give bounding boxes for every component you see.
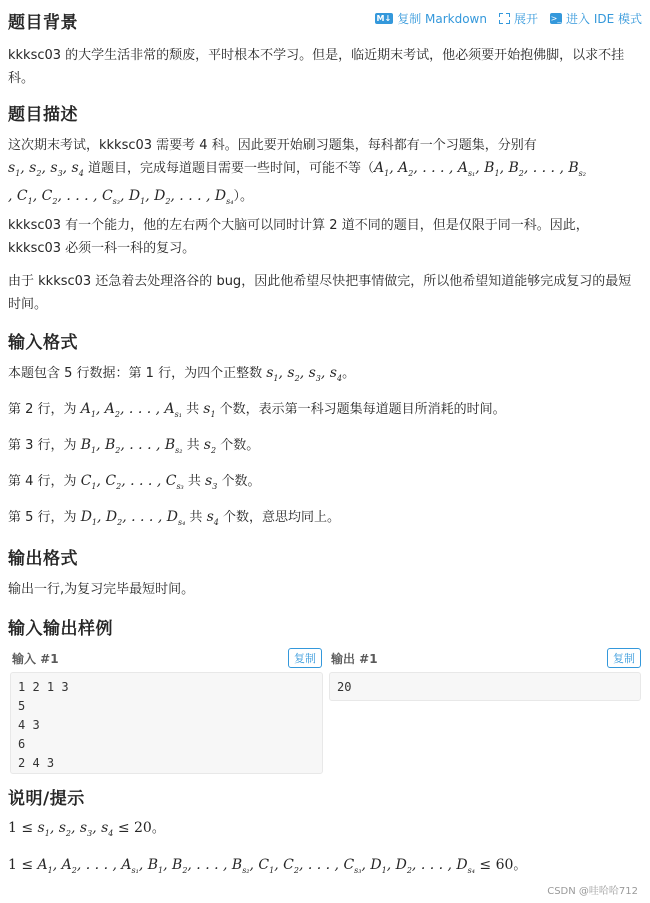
expand-button[interactable] — [499, 10, 538, 27]
input-format-line-3 — [8, 434, 640, 462]
input-format-l5-text-c: 个数，意思均同上。 — [223, 510, 341, 525]
input-format-line-1: 本题包含 5 行数据：第 1 行，为四个正整数 $s_1$, $s_2$, $s_3$, $s_4$。 — [8, 365, 356, 383]
input-format-line-4 — [8, 470, 640, 498]
math-constraint-all: $1 \le A_1$, $A_2$, . . . , $A_{s_1}$, $B_1$, $B_2$, . . . , $B_{s_2}$, $C_1$, $C_2$, . . . , $C_{s_3}$, $D_1$, $D_2$, . . . , $D_{s_4} \le 60$ — [8, 857, 514, 875]
math-c-d-series: , $C_1$, $C_2$, . . . , $C_{s_3}$, $D_1$, $D_2$, . . . , $D_{s_4}$ — [8, 187, 234, 206]
math-s-list-2: $s_1$, $s_2$, $s_3$, $s_4$ — [266, 365, 343, 383]
input-format-l4-text-c: 个数。 — [221, 474, 261, 489]
description-heading: 题目描述 — [8, 105, 78, 125]
input-format-line-5 — [8, 506, 640, 534]
watermark: CSDN @哇哈哈712 — [547, 886, 638, 897]
description-paragraph-3: 由于 kkksc03 还急着去处理洛谷的 bug，因此他希望尽快把事情做完，所以他希望知道能够完成复习的最短时间。 — [8, 274, 632, 312]
math-s2: $s_2$ — [203, 437, 217, 455]
sample-output-box[interactable]: 20 — [329, 672, 641, 701]
description-paragraph-1 — [8, 134, 640, 213]
math-s3: $s_3$ — [205, 473, 218, 491]
input-format-l5-text-a: 第 5 行，为 — [8, 510, 77, 525]
terminal-icon: >_ — [550, 14, 562, 23]
samples-heading: 输入输出样例 — [8, 619, 113, 639]
input-format-l5-text-b: 共 — [189, 510, 203, 525]
description-p1-text-a: 这次期末考试，kkksc03 需要考 4 科。因此要开始刷习题集，每科都有一个习题集，分别有 — [8, 138, 537, 153]
input-format-l3-text-b: 共 — [186, 438, 200, 453]
math-s4: $s_4$ — [206, 509, 219, 527]
background-heading: 题目背景 — [8, 13, 78, 33]
ide-mode-button[interactable] — [550, 10, 642, 27]
math-c-series: $C_1$, $C_2$, . . . , $C_{s_3}$ — [80, 473, 184, 491]
copy-markdown-label: 复制 Markdown — [397, 12, 487, 26]
input-format-l4-text-b: 共 — [187, 474, 201, 489]
copy-markdown-button[interactable] — [375, 10, 487, 27]
copy-output-button[interactable]: 复制 — [607, 648, 641, 668]
hint-constraint-1: $1 \le s_1$, $s_2$, $s_3$, $s_4 \le 20$。 — [8, 820, 165, 838]
output-format-text: 输出一行,为复习完毕最短时间。 — [8, 582, 195, 597]
markdown-icon: M↓ — [376, 14, 392, 23]
input-format-l2-text-a: 第 2 行，为 — [8, 402, 77, 417]
description-p1-text-c: ）。 — [233, 188, 253, 204]
math-s-list: $s_1$, $s_2$, $s_3$, $s_4$ — [8, 160, 84, 178]
copy-input-button[interactable]: 复制 — [288, 648, 322, 668]
sample-input-label: 输入 #1 — [12, 652, 59, 666]
output-format-heading: 输出格式 — [8, 549, 78, 569]
hint-heading: 说明/提示 — [8, 789, 85, 809]
input-format-l2-text-b: 共 — [186, 402, 200, 417]
math-a-series: $A_1$, $A_2$, . . . , $A_{s_1}$ — [80, 401, 182, 419]
sample-output-label: 输出 #1 — [331, 652, 378, 666]
expand-label: 展开 — [513, 12, 538, 26]
input-format-l3-text-c: 个数。 — [220, 438, 260, 453]
math-a-b-series: $A_1$, $A_2$, . . . , $A_{s_1}$, $B_1$, $B_2$, . . . , $B_{s_2}$ — [374, 160, 586, 178]
math-d-series: $D_1$, $D_2$, . . . , $D_{s_4}$ — [80, 509, 186, 527]
input-format-heading: 输入格式 — [8, 333, 78, 353]
background-text: kkksc03 的大学生活非常的颓废，平时根本不学习。但是，临近期末考试，他必须要开始抱佛脚，以求不挂科。 — [8, 48, 625, 86]
sample-input-box[interactable]: 1 2 1 3 5 4 3 6 2 4 3 — [10, 672, 323, 774]
description-paragraph-2: kkksc03 有一个能力，他的左右两个大脑可以同时计算 2 道不同的题目，但是仅限于同一科。因此，kkksc03 必须一科一科的复习。 — [8, 218, 589, 256]
math-b-series: $B_1$, $B_2$, . . . , $B_{s_2}$ — [80, 437, 183, 455]
description-p1-text-b: 道题目，完成每道题目需要一些时间，可能不等（ — [87, 161, 374, 176]
input-format-l3-text-a: 第 3 行，为 — [8, 438, 77, 453]
ide-mode-label: 进入 IDE 模式 — [566, 12, 642, 26]
hint-constraint-2: $1 \le A_1$, $A_2$, . . . , $A_{s_1}$, $B_1$, $B_2$, . . . , $B_{s_2}$, $C_1$, $C_2$, . . . , $C_{s_3}$, $D_1$, $D_2$, . . . , $D_{s_4} \le 60$。 — [8, 857, 527, 875]
math-constraint-s: $1 \le s_1$, $s_2$, $s_3$, $s_4 \le 20$ — [8, 820, 152, 838]
toolbar — [375, 10, 642, 27]
input-format-line-2 — [8, 398, 640, 426]
expand-icon — [499, 13, 510, 24]
input-format-l1-text: 本题包含 5 行数据：第 1 行，为四个正整数 — [8, 366, 263, 381]
input-format-l4-text-a: 第 4 行，为 — [8, 474, 77, 489]
input-format-l2-text-c: 个数，表示第一科习题集每道题目所消耗的时间。 — [219, 402, 506, 417]
math-s1: $s_1$ — [203, 401, 216, 419]
